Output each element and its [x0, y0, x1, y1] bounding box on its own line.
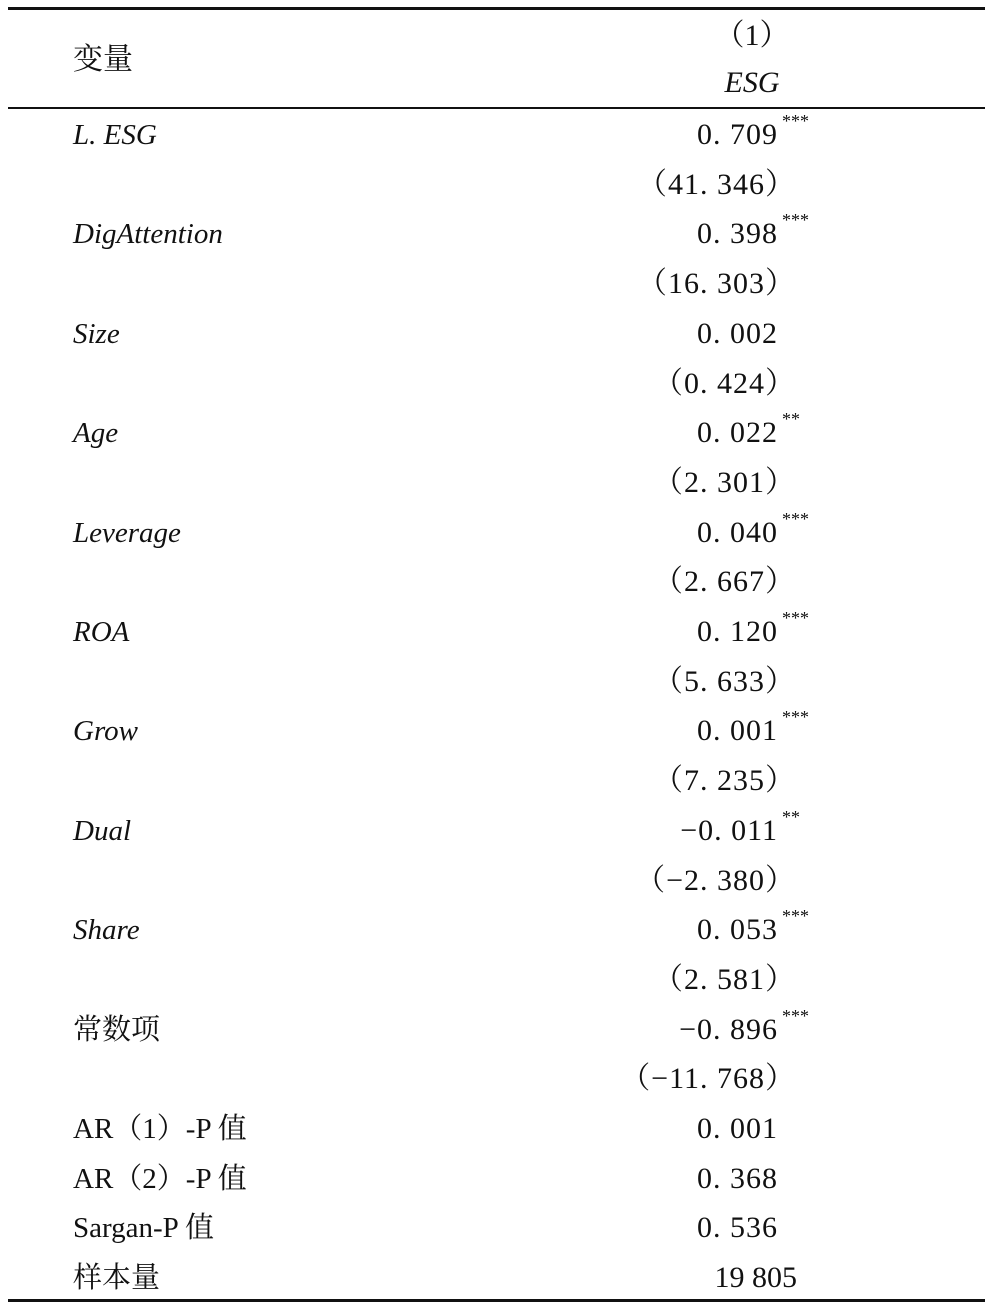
significance-stars: ***: [782, 508, 809, 529]
coefficient-value: 0. 053: [697, 913, 778, 947]
coefficient-row: [0, 608, 992, 652]
coefficient-value: 0. 022: [697, 416, 778, 450]
t-statistic-row: [0, 364, 992, 404]
dependent-variable-header: ESG: [724, 66, 780, 99]
table-bottom-rule: [8, 1299, 985, 1302]
coefficient-value: 0. 001: [697, 714, 778, 748]
variable-header: 变量: [73, 43, 133, 76]
coefficient-value: 0. 002: [697, 316, 778, 350]
t-statistic-value: （2. 667）: [653, 565, 796, 599]
t-statistic-value: （−2. 380）: [635, 863, 796, 897]
t-statistic-row: [0, 960, 992, 1000]
variable-name: L. ESG: [73, 119, 157, 151]
statistic-name: Sargan-P 值: [73, 1212, 214, 1245]
t-statistic-value: （16. 303）: [637, 267, 796, 301]
statistic-value: 0. 536: [697, 1211, 778, 1245]
coefficient-row: [0, 111, 992, 155]
variable-name: Dual: [73, 814, 131, 847]
t-statistic-value: （−11. 768）: [620, 1062, 796, 1096]
significance-stars: ***: [782, 707, 809, 728]
statistic-name: 样本量: [73, 1262, 161, 1295]
t-statistic-row: [0, 761, 992, 801]
significance-stars: ***: [782, 111, 809, 131]
coefficient-row: [0, 1005, 992, 1050]
statistic-value: 0. 368: [697, 1161, 778, 1195]
t-statistic-row: [0, 165, 992, 205]
coefficient-row: [0, 210, 992, 254]
coefficient-value: 0. 398: [697, 217, 778, 251]
table-top-rule: [8, 7, 985, 10]
variable-name: Age: [73, 417, 119, 450]
t-statistic-row: [0, 861, 992, 901]
t-statistic-row: [0, 264, 992, 304]
coefficient-row: [0, 906, 992, 950]
t-statistic-row: [0, 1059, 992, 1099]
coefficient-row: [0, 707, 992, 751]
t-statistic-value: （2. 301）: [653, 465, 796, 499]
statistic-name: AR（2）-P 值: [73, 1162, 247, 1195]
significance-stars: ***: [782, 1005, 809, 1026]
coefficient-value: 0. 120: [697, 615, 778, 648]
coefficient-row: [0, 806, 992, 851]
variable-name: Leverage: [73, 516, 181, 549]
t-statistic-value: （2. 581）: [653, 962, 796, 996]
coefficient-value: −0. 896: [679, 1012, 778, 1046]
statistic-value: 0. 001: [697, 1112, 778, 1145]
coefficient-value: −0. 011: [680, 813, 778, 847]
statistic-value: 19 805: [714, 1261, 797, 1295]
coefficient-row: [0, 314, 992, 354]
statistic-row: [0, 1208, 992, 1248]
t-statistic-value: （7. 235）: [653, 764, 796, 798]
statistic-row: [0, 1159, 992, 1199]
t-statistic-value: （0. 424）: [653, 366, 796, 400]
table-header-rule: [8, 107, 985, 109]
t-statistic-row: [0, 463, 992, 503]
variable-name: 常数项: [73, 1013, 161, 1046]
t-statistic-row: [0, 562, 992, 602]
coefficient-value: 0. 040: [697, 515, 778, 549]
significance-stars: ***: [782, 608, 809, 628]
coefficient-value: 0. 709: [697, 118, 778, 151]
significance-stars: **: [782, 806, 800, 827]
variable-name: ROA: [73, 616, 130, 648]
column-number-header: （1）: [714, 19, 790, 52]
significance-stars: ***: [782, 210, 809, 231]
t-statistic-value: （41. 346）: [637, 167, 796, 201]
variable-name: Grow: [73, 715, 138, 748]
t-statistic-row: [0, 662, 992, 702]
variable-name: DigAttention: [73, 218, 223, 251]
statistic-name: AR（1）-P 值: [73, 1113, 247, 1145]
t-statistic-value: （5. 633）: [653, 664, 796, 698]
coefficient-row: [0, 409, 992, 453]
statistic-row: [0, 1258, 992, 1298]
significance-stars: **: [782, 409, 800, 430]
variable-name: Size: [73, 317, 120, 350]
variable-name: Share: [73, 914, 140, 947]
coefficient-row: [0, 508, 992, 553]
statistic-row: [0, 1109, 992, 1149]
significance-stars: ***: [782, 906, 809, 927]
